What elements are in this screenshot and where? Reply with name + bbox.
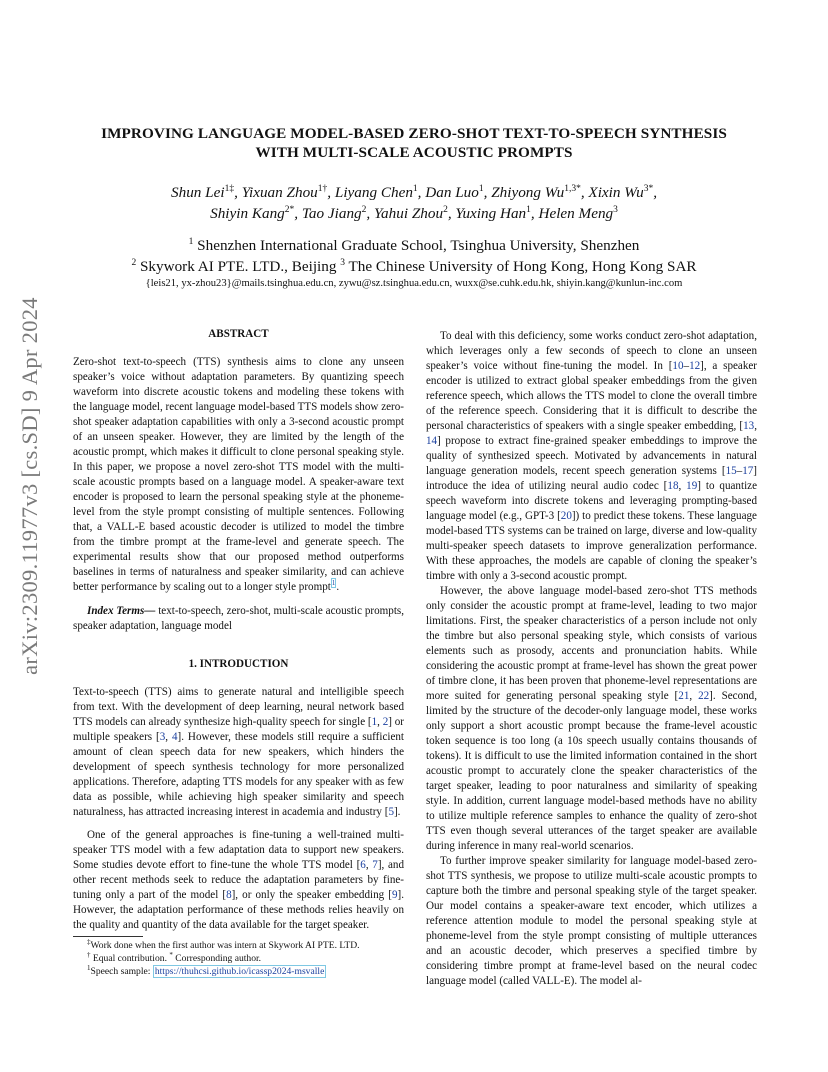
author-mark: 1† xyxy=(317,184,328,194)
citation-link[interactable]: 17 xyxy=(742,465,754,477)
intro-paragraph-1 xyxy=(73,685,404,820)
citation-link[interactable]: 18 xyxy=(667,480,679,492)
author-list: Shun Lei$^{1\ddagger}$, Yixuan Zhou$^{1\dagger}$, Liyang Chen$^1$, Dan Luo$^1$, Zhiyong $Wu^{1,3*}$, Xixin $Wu^{3*}$, Shiyin Kang$^{2*}$, Tao Jiang$^2$, Yahui Zhou$^2$, Yuxing Han$^1$, Helen Meng$^3$ xyxy=(171,184,657,222)
author-name: Dan Luo xyxy=(425,184,479,201)
intro-paragraph-5 xyxy=(426,854,757,989)
footnotes xyxy=(73,939,404,978)
footnote-mark: 1 xyxy=(87,964,91,972)
author-name: Yixuan Zhou xyxy=(241,184,318,201)
index-terms-text: text-to-speech, zero-shot, multi-scale acoustic prompts, speaker adaptation, language model xyxy=(73,605,404,632)
citation-link[interactable]: 1 xyxy=(371,716,378,728)
paragraph-text: ]. However, these models still require a sufficient amount of clean speech data for new speakers, which hinders the development of speech synthesis technology for more personalized applications. Therefore, adapting TTS models for any speaker with as few data as possible, while achieving high speaker similarity and speech naturalness, has attracted increasing interest in academia and industry [ xyxy=(73,731,405,818)
title-line-2: WITH MULTI-SCALE ACOUSTIC PROMPTS xyxy=(255,144,573,161)
paragraph-text: ]. Second, limited by the structure of the decoder-only language model, these works only support a short acoustic prompt because the frame-level acoustic token sequence is too long (a 10s speech usually contains thousands of tokens). It is difficult to use the limited information contained in the short acoustic prompt to accurately clone the speaker characteristics of the target speaker, leading to poor naturalness and similarity of speaking style. In addition, current language model-based methods have no ability to utilize multiple reference samples to enhance the quality of zero-shot TTS even though several utterances of the target speaker are available during inference in many real-world scenarios. xyxy=(426,690,758,852)
paragraph-text: ] or multiple speakers [ xyxy=(73,716,404,743)
arxiv-identifier[interactable]: arXiv:2309.11977v3 [cs.SD] 9 Apr 2024 xyxy=(17,297,42,675)
author-name: Zhiyong Wu xyxy=(491,184,565,201)
affiliation-mark: 1 xyxy=(188,237,194,247)
index-terms-label: Index Terms— xyxy=(87,605,156,617)
footnote-text: Equal contribution. xyxy=(90,953,170,964)
abstract-body: Zero-shot text-to-speech (TTS) synthesis aims to clone any unseen speaker’s voice without adaptation parameters. By quantizing speech waveform into discrete acoustic tokens and modeling these tokens with the language model, recent language model-based TTS models show zero-shot speaker adaptation capabilities with only a 3-second acoustic prompt of an unseen speaker. However, they are limited by the length of the acoustic prompt, which makes it difficult to clone personal speaking style. In this paper, we propose a novel zero-shot TTS model with the multi-scale acoustic prompts based on a language model. A speaker-aware text encoder is proposed to learn the personal speaking style at the phoneme-level from the style prompt consisting of multiple sentences. Following that, a VALL-E based acoustic decoder is utilized to model the timbre from the timbre prompt at the frame-level and generate speech. The experimental results show that our proposed method outperforms baselines in terms of naturalness and speaker similarity, and can achieve better performance by scaling out to a longer style prompt xyxy=(73,356,404,593)
left-column xyxy=(73,324,404,933)
paragraph-text: To deal with this deficiency, some works conduct zero-shot adaptation, which leverages only a few seconds of speech to clone an unseen speaker’s voice without fine-tuning the model. In [ xyxy=(426,330,757,372)
paragraph-text: , xyxy=(754,420,757,432)
author-mark: 1 xyxy=(412,184,418,194)
author-mark: 2* xyxy=(284,205,295,215)
footnote-3 xyxy=(73,965,404,978)
author-name: Liyang Chen xyxy=(334,184,413,201)
citation-link[interactable]: 21 xyxy=(678,690,690,702)
author-name: Xixin Wu xyxy=(588,184,644,201)
footnote-mark: † xyxy=(87,951,91,959)
footnote-mark: ‡ xyxy=(87,938,91,946)
citation-link[interactable]: 20 xyxy=(560,510,572,522)
footnote-text: Corresponding author. xyxy=(172,953,262,964)
paragraph-text: One of the general approaches is fine-tuning a well-trained multi-speaker TTS model with a few adaptation data to support new speakers. Some studies devote effort to fine-tune the whole TTS model [ xyxy=(73,829,404,871)
paragraph-text: ], and other recent methods seek to reduce the adaptation parameters by fine-tuning only a part of the model [ xyxy=(73,859,405,901)
paragraph-text: , xyxy=(377,716,383,728)
paragraph-text: To further improve speaker similarity for language model-based zero-shot TTS synthesis, we propose to utilize multi-scale acoustic prompts to capture both the timbre and personal speaking style of the target speaker. Our model contains a speaker-aware text encoder, which utilizes a reference attention module to model the personal speaking style at phoneme-level from the style prompt consisting of multiple utterances and an acoustic decoder, which preserves a specified timbre by considering timbre prompt at frame-level based on the neural codec language model (called VALL-E). The model al- xyxy=(426,855,757,987)
author-mark: 3* xyxy=(643,184,654,194)
author-name: Tao Jiang xyxy=(301,205,362,222)
author-name: Yahui Zhou xyxy=(373,205,444,222)
index-terms xyxy=(73,604,404,634)
footnote-mark: * xyxy=(169,951,173,959)
footnote-rule xyxy=(73,936,143,937)
citation-link[interactable]: 12 xyxy=(689,360,701,372)
author-mark: 1 xyxy=(526,205,531,215)
author-name: Shiyin Kang xyxy=(210,205,285,222)
paragraph-text: ]. xyxy=(393,806,401,818)
paragraph-text: , xyxy=(365,859,373,871)
author-name: Helen Meng xyxy=(538,205,614,222)
paragraph-text: ] to quantize speech waveform into discrete tokens and leveraging prompting-based language model (e.g., GPT-3 [ xyxy=(426,480,757,522)
paragraph-text: , xyxy=(689,690,699,702)
footnote-2 xyxy=(73,952,404,965)
paragraph-text: ] propose to extract fine-grained speaker embeddings to improve the quality of synthesized speech. Motivated by advancements in natural language generation models, recent speech generation systems [ xyxy=(426,435,757,477)
affiliation-1: Shenzhen International Graduate School, Tsinghua University, Shenzhen xyxy=(193,237,640,254)
paper-title xyxy=(60,124,768,162)
intro-paragraph-2 xyxy=(73,828,404,933)
citation-link[interactable]: 19 xyxy=(686,480,698,492)
author-mark: 3 xyxy=(613,205,618,215)
affiliation-mark: 2 xyxy=(131,257,137,268)
paragraph-text: – xyxy=(683,360,690,372)
footnote-text: Speech sample: xyxy=(90,966,153,977)
abstract-end: . xyxy=(336,581,340,593)
author-mark: 1 xyxy=(478,184,484,194)
author-mark: 2 xyxy=(443,205,448,215)
paragraph-text: Text-to-speech (TTS) aims to generate natural and intelligible speech from text. With the development of deep learning, neural network based TTS models can already synthesize high-quality speech for single [ xyxy=(73,686,404,728)
citation-link[interactable]: 14 xyxy=(426,435,438,447)
author-name: Shun Lei xyxy=(171,184,225,201)
footnote-1 xyxy=(73,939,404,952)
affiliation-2: Skywork AI PTE. LTD., Beijing xyxy=(136,257,341,275)
citation-link[interactable]: 7 xyxy=(372,859,378,871)
author-mark: 1‡ xyxy=(224,184,235,194)
footnote-text: Work done when the first author was intern at Skywork AI PTE. LTD. xyxy=(90,940,360,951)
citation-link[interactable]: 3 xyxy=(159,731,166,743)
citation-link[interactable]: 4 xyxy=(171,731,178,743)
title-line-1: IMPROVING LANGUAGE MODEL-BASED ZERO-SHOT TEXT-TO-SPEECH SYNTHESIS xyxy=(101,125,727,142)
author-mark: 2 xyxy=(361,205,367,215)
citation-link[interactable]: 5 xyxy=(388,806,394,818)
author-mark: 1,3* xyxy=(564,184,581,194)
paragraph-text: ], or only the speaker embedding [ xyxy=(231,889,392,901)
affiliation-mark: 3 xyxy=(340,257,345,268)
paragraph-text: ] introduce the idea of utilizing neural audio codec [ xyxy=(426,465,757,492)
paragraph-text: ], a speaker encoder is utilized to extract global speaker embeddings from the given reference speech, which allows the TTS model to clone the overall timbre of the reference speech. Considering that it is difficult to describe the personal characteristics of speakers with a single speaker embedding, [ xyxy=(426,360,757,432)
section-heading-introduction: 1. INTRODUCTION xyxy=(188,658,289,670)
citation-link[interactable]: 22 xyxy=(698,690,710,702)
citation-link[interactable]: 8 xyxy=(226,889,232,901)
right-column xyxy=(426,329,757,989)
arxiv-side-stamp xyxy=(14,296,46,676)
paragraph-text: ]) to predict these tokens. These language model-based TTS systems can be trained on large, diverse and low-quality multi-speaker speech datasets to improve generalization performance. With these approaches, the models are capable of cloning the speaker’s timbre with only a 3-second acoustic prompt. xyxy=(426,510,757,582)
citation-link[interactable]: 15 xyxy=(725,465,737,477)
author-emails: {leis21, yx-zhou23}@mails.tsinghua.edu.cn, zywu@sz.tsinghua.edu.cn, wuxx@se.cuhk.edu.hk, shiyin.kang@kunlun-inc.com xyxy=(145,278,683,289)
paragraph-text: , xyxy=(165,731,172,743)
abstract-heading: ABSTRACT xyxy=(208,328,269,340)
citation-link[interactable]: 13 xyxy=(743,420,755,432)
citation-link[interactable]: 10 xyxy=(672,360,684,372)
intro-paragraph-4 xyxy=(426,584,757,854)
abstract-text xyxy=(73,355,404,595)
author-name: Yuxing Han xyxy=(455,205,527,222)
citation-link[interactable]: 2 xyxy=(382,716,389,728)
paragraph-text: ]. However, the adaptation performance of these methods relies heavily on the quality and quantity of the data available for the target speaker. xyxy=(73,889,404,931)
citation-link[interactable]: 9 xyxy=(391,889,398,901)
affiliation-3: The Chinese University of Hong Kong, Hong Kong SAR xyxy=(345,257,697,275)
paragraph-text: , xyxy=(678,480,687,492)
speech-sample-link[interactable]: https://thuhcsi.github.io/icassp2024-msvalle xyxy=(154,966,325,977)
paragraph-text: – xyxy=(736,465,743,477)
footnote-ref-link[interactable]: 1 xyxy=(331,579,336,587)
citation-link[interactable]: 6 xyxy=(360,859,366,871)
paragraph-text: However, the above language model-based zero-shot TTS methods only consider the acoustic prompt at frame-level, leading to two major limitations. First, the speaker characteristics of a person include not only the timbre but also personal speaking style, which consists of various elements such as prosody, accents and pronunciation habits. While considering the acoustic prompt at frame-level has shown the great power of timbre clone, it has been proven that phoneme-level representations are more suited for generating personal speaking style [ xyxy=(426,585,757,702)
intro-paragraph-3 xyxy=(426,329,757,584)
affiliations xyxy=(60,236,768,277)
